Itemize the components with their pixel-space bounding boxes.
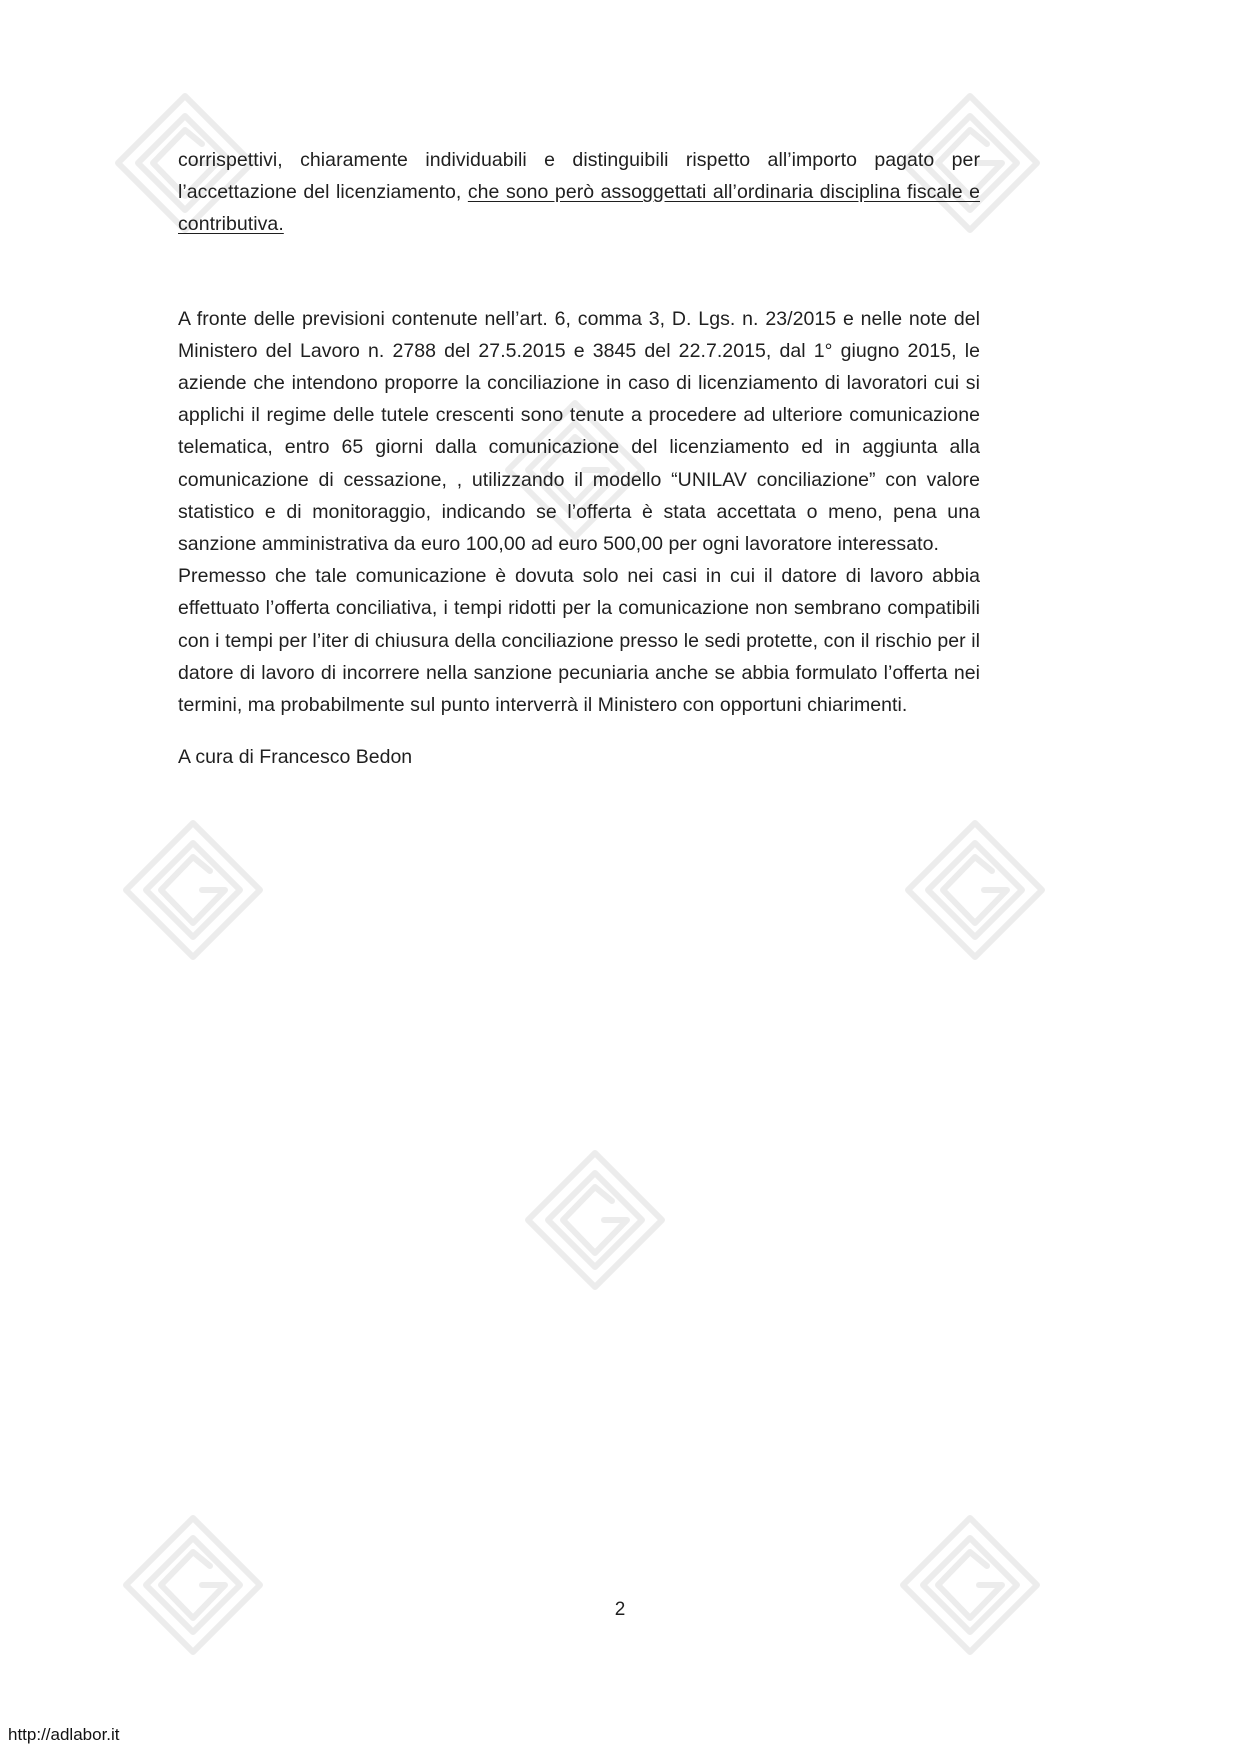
author-line: A cura di Francesco Bedon xyxy=(178,746,413,769)
footer-url: http://adlabor.it xyxy=(8,1725,120,1744)
opening-paragraph-text: corrispettivi, chiaramente individuabili e distinguibili rispetto all’importo pagato per l’accettazione del licenziamento, xyxy=(178,149,980,204)
underlined-clause: che sono però assoggettati all’ordinaria disciplina fiscale e contributiva. xyxy=(178,181,980,236)
document-body xyxy=(178,144,980,773)
paragraph-premesso: Premesso che tale comunicazione è dovuta solo nei casi in cui il datore di lavoro abbia effettuato l’offerta conciliativa, i tempi ridotti per la comunicazione non sembrano compatibili con i tempi per l’iter di chiusura della conciliazione presso le sedi protette, con il rischio per il datore di lavoro di incorrere nella sanzione pecuniaria anche se abbia formulato l’offerta nei termini, ma probabilmente sul punto interverrà il Ministero con opportuni chiarimenti. xyxy=(178,565,980,717)
watermark-logo-icon xyxy=(895,1510,1045,1660)
watermark-logo-icon xyxy=(118,815,268,965)
page-number: 2 xyxy=(614,1599,626,1620)
watermark-logo-icon xyxy=(520,1145,670,1295)
paragraph-spacer xyxy=(178,241,980,303)
paragraph-conciliazione: A fronte delle previsioni contenute nell’art. 6, comma 3, D. Lgs. n. 23/2015 e nelle note del Ministero del Lavoro n. 2788 del 27.5.2015 e 3845 del 22.7.2015, dal 1° giugno 2015, le aziende che intendono proporre la conciliazione in caso di licenziamento di lavoratori cui si applichi il regime delle tutele crescenti sono tenute a procedere ad ulteriore comunicazione telematica, entro 65 giorni dalla comunicazione del licenziamento ed in aggiunta alla comunicazione di cessazione, , utilizzando il modello “UNILAV conciliazione” con valore statistico e di monitoraggio, indicando se l’offerta è stata accettata o meno, pena una sanzione amministrativa da euro 100,00 ad euro 500,00 per ogni lavoratore interessato. xyxy=(178,307,980,556)
paragraph-spacer xyxy=(178,721,980,741)
watermark-logo-icon xyxy=(900,815,1050,965)
watermark-logo-icon xyxy=(118,1510,268,1660)
opening-paragraph xyxy=(178,144,980,241)
